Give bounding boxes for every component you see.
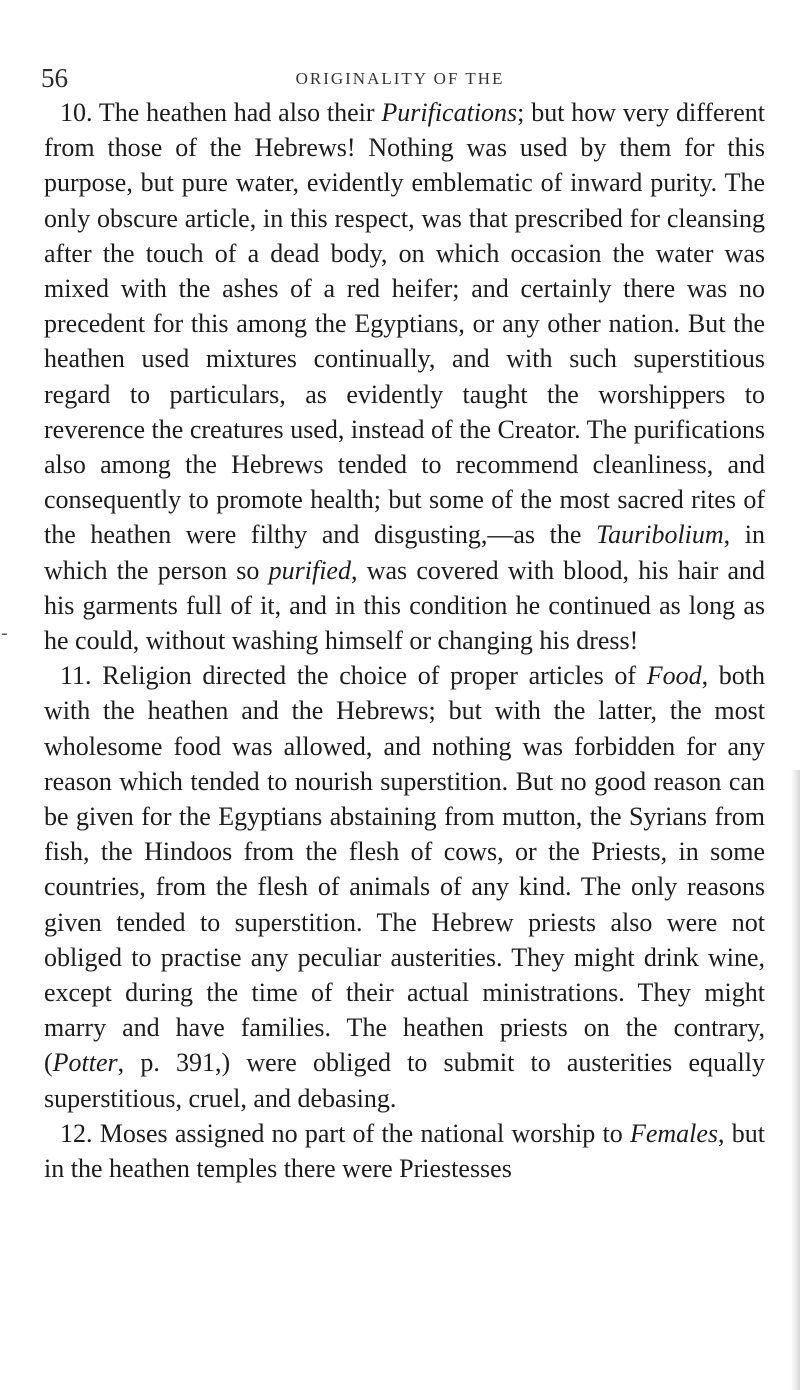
text-run: 10. The heathen had also their	[60, 98, 382, 127]
italic-term: purified	[268, 555, 351, 585]
margin-mark: -	[1, 622, 8, 644]
page-number: 56	[41, 63, 68, 93]
italic-term: Tauribolium	[596, 520, 724, 550]
italic-term: Potter	[52, 1048, 118, 1078]
page-edge-shadow	[791, 770, 800, 1390]
text-run: , in which the person so	[44, 520, 765, 585]
italic-term: Food	[646, 661, 702, 691]
body-text	[44, 95, 765, 1186]
text-run: 12. Moses assigned no part of the national worship to	[60, 1118, 630, 1148]
text-run: , was covered with blood, his hair and his garments full of it, and in this condition he continued as long as he could, without washing himself or changing his dress!	[44, 555, 765, 656]
text-run: , p. 391,) were obliged to submit to austerities equally superstitious, cruel, and debasing.	[44, 1048, 765, 1113]
running-head: ORIGINALITY OF THE	[295, 69, 505, 88]
text-run: , both with the heathen and the Hebrews; but with the latter, the most wholesome food was allowed, and nothing was forbidden for any reason which tended to nourish superstition. But no good reason can be given for the Egyptians abstaining from mutton, the Syrians from fish, the Hindoos from the flesh of cows, or the Priests, in some countries, from the flesh of animals of any kind. The only reasons given tended to superstition. The Hebrew priests also were not obliged to practise any peculiar austerities. They might drink wine, except during the time of their actual ministrations. They might marry and have families. The heathen priests on the contrary, (	[44, 661, 765, 1078]
paragraph-12	[44, 1116, 765, 1186]
text-run: 11. Religion directed the choice of proper articles of	[60, 661, 647, 691]
italic-term: Purifications	[381, 98, 518, 127]
paragraph-10	[44, 95, 765, 658]
paragraph-11	[44, 658, 765, 1116]
italic-term: Females	[629, 1118, 719, 1148]
text-run: , but in the heathen temples there were Priestesses	[44, 1118, 765, 1184]
text-run: ; but how very different from those of the Hebrews! Nothing was used by them for this purpose, but pure water, evidently emblematic of inward purity. The only obscure article, in this respect, was that prescribed for cleansing after the touch of a dead body, on which occasion the water was mixed with the ashes of a red heifer; and certainly there was no precedent for this among the Egyptians, or any other nation. But the heathen used mixtures continually, and with such superstitious regard to particulars, as evidently taught the worshippers to reverence the creatures used, instead of the Creator. The purifications also among the Hebrews tended to recommend cleanliness, and consequently to promote health; but some of the most sacred rites of the heathen were filthy and disgusting,—as the	[44, 98, 765, 550]
